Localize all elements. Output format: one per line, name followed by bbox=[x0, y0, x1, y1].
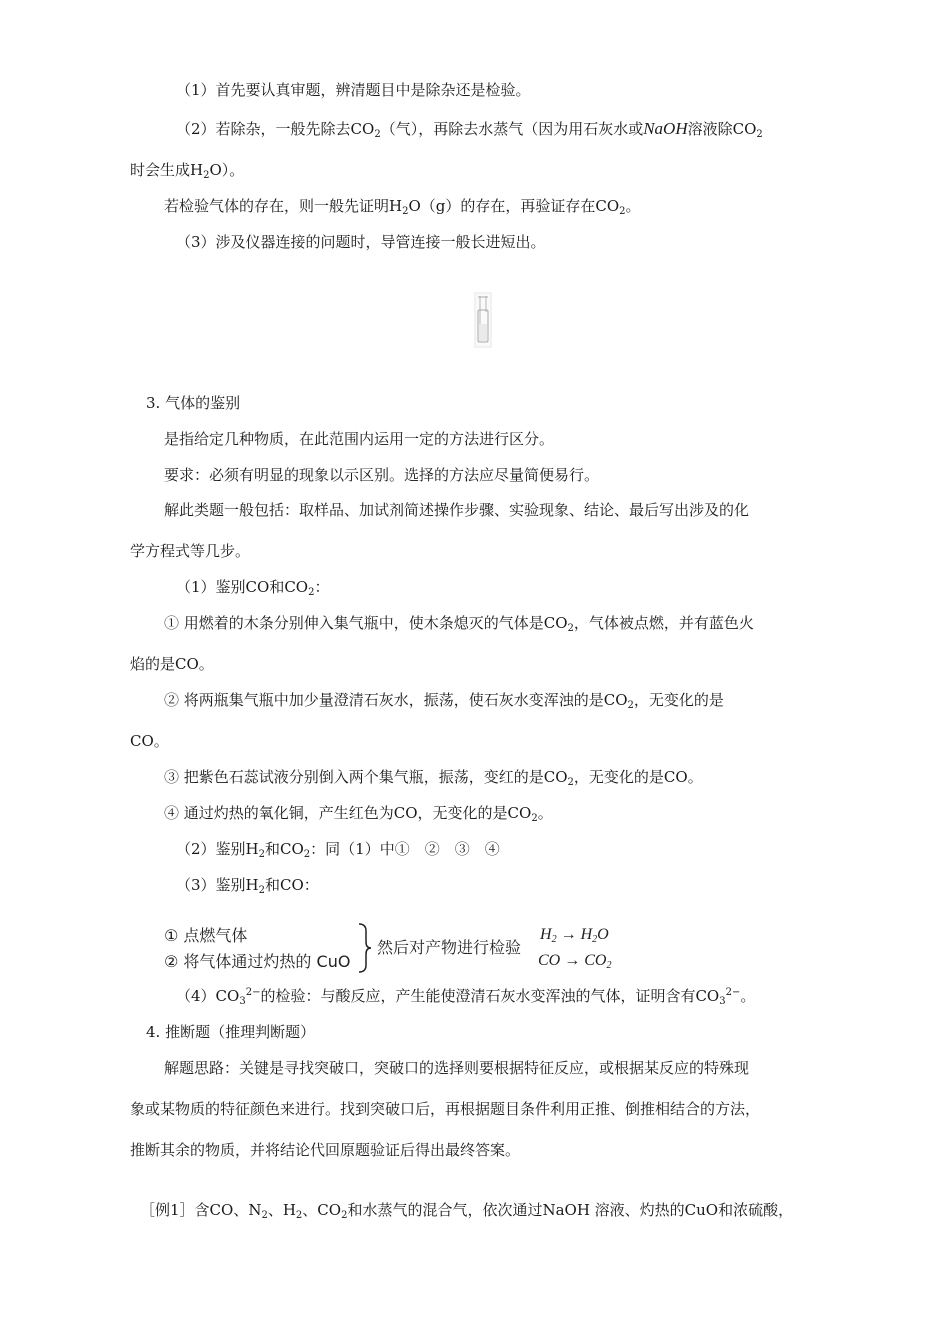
method-line: 焰的是CO。 bbox=[130, 655, 214, 673]
paragraph-line: （3）涉及仪器连接的问题时，导管连接一般长进短出。 bbox=[176, 233, 546, 251]
subheading: （1）鉴别CO和$CO_2$： bbox=[176, 578, 330, 598]
subheading: $(4)CO_3^{2-}$的检验：与酸反应，产生能使澄清石灰水变浑浊的气体，证明含有$CO_3^{2-}$。 bbox=[176, 987, 756, 1007]
diagram-step-1: ① 点燃气体 bbox=[164, 926, 248, 945]
paragraph-line: 解此类题一般包括：取样品、加试剂简述操作步骤、实验现象、结论、最后写出涉及的化 bbox=[164, 501, 750, 519]
paragraph-line: 推断其余的物质，并将结论代回原题验证后得出最终答案。 bbox=[130, 1141, 521, 1159]
paragraph-line: 要求：必须有明显的现象以示区别。选择的方法应尽量简便易行。 bbox=[164, 466, 600, 484]
method-line: ① 用燃着的木条分别伸入集气瓶中，使木条熄灭的气体是$CO_2$，气体被点燃，并有蓝色火 bbox=[164, 614, 754, 634]
diagram-reaction-1: $H_2 \to H_2O$ bbox=[540, 926, 609, 945]
gas-bottle-apparatus-image bbox=[474, 292, 492, 348]
paragraph-line: 学方程式等几步。 bbox=[130, 542, 251, 560]
diagram-reaction-2: CO → $CO_2$ bbox=[538, 952, 612, 971]
method-line: CO。 bbox=[130, 732, 169, 750]
right-brace-icon bbox=[357, 922, 373, 974]
paragraph-line: （2）若除杂，一般先除去$CO_2$（气），再除去水蒸气（因为用石灰水或NaOH溶液除$CO_2$ bbox=[176, 119, 763, 140]
method-line: ④ 通过灼热的氧化铜，产生红色为CO，无变化的是$CO_2$。 bbox=[164, 804, 553, 824]
method-line: ② 将两瓶集气瓶中加少量澄清石灰水，振荡，使石灰水变浑浊的是$CO_2$，无变化的是 bbox=[164, 691, 724, 711]
paragraph-line: 象或某物质的特征颜色来进行。找到突破口后，再根据题目条件利用正推、倒推相结合的方法， bbox=[130, 1100, 761, 1118]
paragraph-line: 是指给定几种物质，在此范围内运用一定的方法进行区分。 bbox=[164, 430, 555, 448]
example-line: ［例1］含CO、$N_2$、$H_2$、$CO_2$和水蒸气的混合气，依次通过NaOH 溶液、灼热的CuO和浓硫酸， bbox=[140, 1201, 794, 1221]
method-line: ③ 把紫色石蕊试液分别倒入两个集气瓶，振荡，变红的是$CO_2$，无变化的是CO。 bbox=[164, 768, 703, 788]
subheading: （3）鉴别$H_2$和CO： bbox=[176, 876, 319, 896]
paragraph-line: 时会生成$H_2O$）。 bbox=[130, 161, 245, 181]
paragraph-line: 解题思路：关键是寻找突破口，突破口的选择则要根据特征反应，或根据某反应的特殊现 bbox=[164, 1059, 750, 1077]
section-heading: 3. 气体的鉴别 bbox=[146, 394, 241, 412]
diagram-step-2: ② 将气体通过灼热的 CuO bbox=[164, 952, 351, 971]
diagram-middle-text: 然后对产物进行检验 bbox=[377, 938, 522, 957]
section-heading: 4. 推断题（推理判断题） bbox=[146, 1023, 316, 1041]
paragraph-line: （1）首先要认真审题，辨清题目中是除杂还是检验。 bbox=[176, 81, 531, 99]
paragraph-line: 若检验气体的存在，则一般先证明$H_2O(g)$的存在，再验证存在$CO_2$。 bbox=[164, 197, 641, 217]
subheading: （2）鉴别$H_2$和$CO_2$：同（1）中① ② ③ ④ bbox=[176, 840, 500, 860]
